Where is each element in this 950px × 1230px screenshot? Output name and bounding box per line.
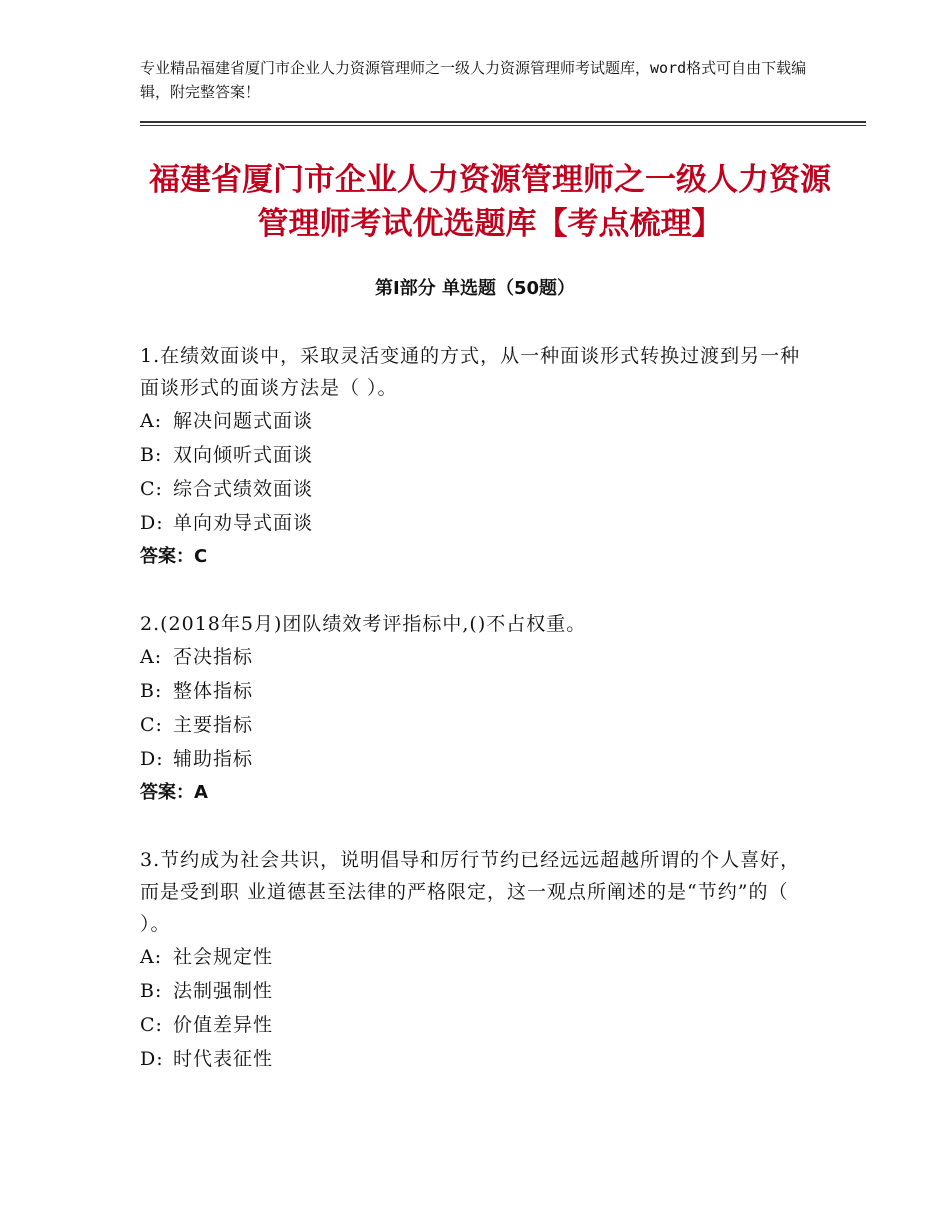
option-a [140,404,820,438]
option-b [140,974,820,1008]
question-item [140,844,820,1076]
option-text: 单向劝导式面谈 [173,512,314,534]
question-stem: 1.在绩效面谈中，采取灵活变通的方式，从一种面谈形式转换过渡到另一种面谈形式的面谈方法是（ ）。 [140,345,801,399]
option-letter: C: [140,714,163,736]
option-letter: D: [140,1048,164,1070]
option-text: 时代表征性 [173,1048,274,1070]
question-stem: 2.(2018年5月)团队绩效考评指标中,()不占权重。 [140,613,587,635]
option-letter: B: [140,980,163,1002]
option-d [140,742,820,776]
option-text: 解决问题式面谈 [173,410,314,432]
option-text: 法制强制性 [173,980,274,1002]
option-a [140,640,820,674]
option-letter: C: [140,478,163,500]
option-text: 社会规定性 [173,946,274,968]
option-text: 双向倾听式面谈 [173,444,314,466]
option-text: 整体指标 [173,680,254,702]
question-item [140,608,820,810]
option-letter: D: [140,748,164,770]
section-heading: 第Ⅰ部分 单选题（50题） [374,278,575,299]
question-item [140,340,820,574]
option-text: 价值差异性 [173,1014,274,1036]
header-divider-thin [140,125,866,126]
option-c [140,1008,820,1042]
question-stem: 3.节约成为社会共识，说明倡导和厉行节约已经远远超越所谓的个人喜好，而是受到职 业道德甚至法律的严格限定，这一观点所阐述的是“节约”的（ ）。 [140,849,801,935]
option-letter: C: [140,1014,163,1036]
option-text: 主要指标 [173,714,254,736]
option-text: 否决指标 [173,646,254,668]
answer-line: 答案：C [140,546,208,567]
option-a [140,940,820,974]
option-b [140,438,820,472]
option-letter: A: [140,410,163,432]
option-letter: A: [140,946,163,968]
header-note: 专业精品福建省厦门市企业人力资源管理师之一级人力资源管理师考试题库，word格式可自由下载编辑，附完整答案！ [140,59,807,101]
option-letter: A: [140,646,163,668]
option-letter: B: [140,444,163,466]
option-text: 综合式绩效面谈 [173,478,314,500]
option-c [140,708,820,742]
option-letter: B: [140,680,163,702]
header-divider [140,121,866,123]
question-list [140,340,820,1110]
option-d [140,1042,820,1076]
option-d [140,506,820,540]
document-title: 福建省厦门市企业人力资源管理师之一级人力资源管理师考试优选题库【考点梳理】 [149,162,831,242]
option-c [140,472,820,506]
option-b [140,674,820,708]
option-text: 辅助指标 [173,748,254,770]
option-letter: D: [140,512,164,534]
answer-line: 答案：A [140,782,208,803]
